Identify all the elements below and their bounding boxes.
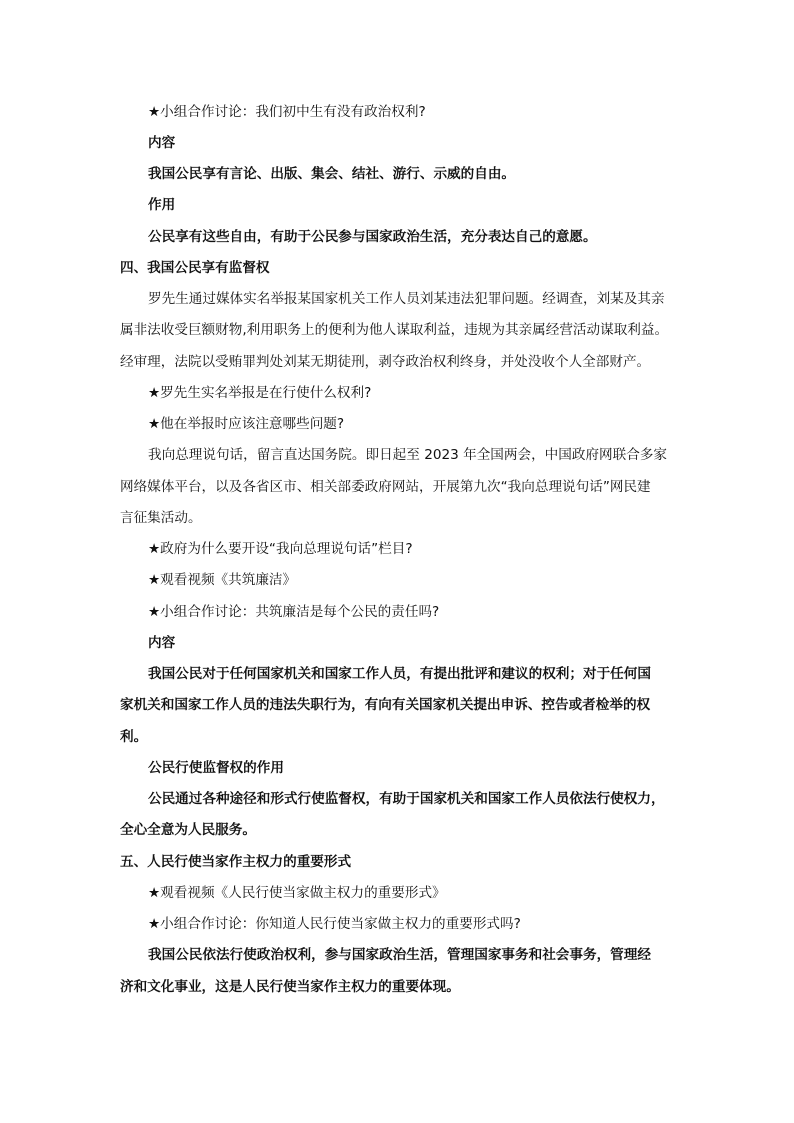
paragraph-line: 罗先生通过媒体实名举报某国家机关工作人员刘某违法犯罪问题。经调查，刘某及其亲	[148, 291, 665, 307]
subheading-effect: 作用	[148, 197, 176, 213]
subheading-content: 内容	[148, 635, 176, 651]
question-item: ★观看视频《人民行使当家做主权力的重要形式》	[148, 885, 446, 901]
paragraph-line: 网络媒体平台，以及各省区市、相关部委政府网站，开展第九次“我向总理说句话”网民建	[120, 479, 651, 495]
paragraph-line: 我向总理说句话，留言直达国务院。即日起至 2023 年全国两会，中国政府网联合多家	[148, 447, 668, 463]
question-item: ★观看视频《共筑廉洁》	[148, 572, 297, 588]
paragraph-bold: 公民通过各种途径和形式行使监督权，有助于国家机关和国家工作人员依法行使权力，	[148, 791, 665, 807]
paragraph-bold: 我国公民享有言论、出版、集会、结社、游行、示威的自由。	[148, 166, 516, 182]
paragraph-bold: 我国公民依法行使政治权利，参与国家政治生活，管理国家事务和社会事务，管理经	[148, 947, 651, 963]
question-item: ★他在举报时应该注意哪些问题?	[148, 416, 345, 432]
subheading-content: 内容	[148, 135, 176, 151]
discussion-prompt: ★小组合作讨论：我们初中生有没有政治权利?	[148, 104, 426, 120]
paragraph-line: 经审理，法院以受贿罪判处刘某无期徒刑，剥夺政治权利终身，并处没收个人全部财产。	[120, 354, 651, 370]
question-item: ★小组合作讨论：共筑廉洁是每个公民的责任吗?	[148, 604, 440, 620]
section-heading: 五、人民行使当家作主权力的重要形式	[120, 854, 352, 870]
paragraph-bold: 家机关和国家工作人员的违法失职行为，有向有关国家机关提出申诉、控告或者检举的权	[120, 697, 651, 713]
paragraph-bold: 全心全意为人民服务。	[120, 822, 256, 838]
paragraph-bold: 济和文化事业，这是人民行使当家作主权力的重要体现。	[120, 979, 460, 995]
paragraph-bold: 公民享有这些自由，有助于公民参与国家政治生活，充分表达自己的意愿。	[148, 229, 597, 245]
paragraph-bold: 我国公民对于任何国家机关和国家工作人员，有提出批评和建议的权利；对于任何国	[148, 666, 651, 682]
paragraph-line: 属非法收受巨额财物,利用职务上的便利为他人谋取利益，违规为其亲属经营活动谋取利益。	[120, 322, 669, 338]
question-item: ★罗先生实名举报是在行使什么权利?	[148, 385, 372, 401]
question-item: ★政府为什么要开设“我向总理说句话”栏目?	[148, 541, 413, 557]
paragraph-line: 言征集活动。	[120, 510, 202, 526]
section-heading: 四、我国公民享有监督权	[120, 260, 270, 276]
paragraph-bold: 利。	[120, 729, 148, 745]
question-item: ★小组合作讨论：你知道人民行使当家做主权力的重要形式吗?	[148, 916, 521, 932]
subheading-effect: 公民行使监督权的作用	[148, 760, 284, 776]
